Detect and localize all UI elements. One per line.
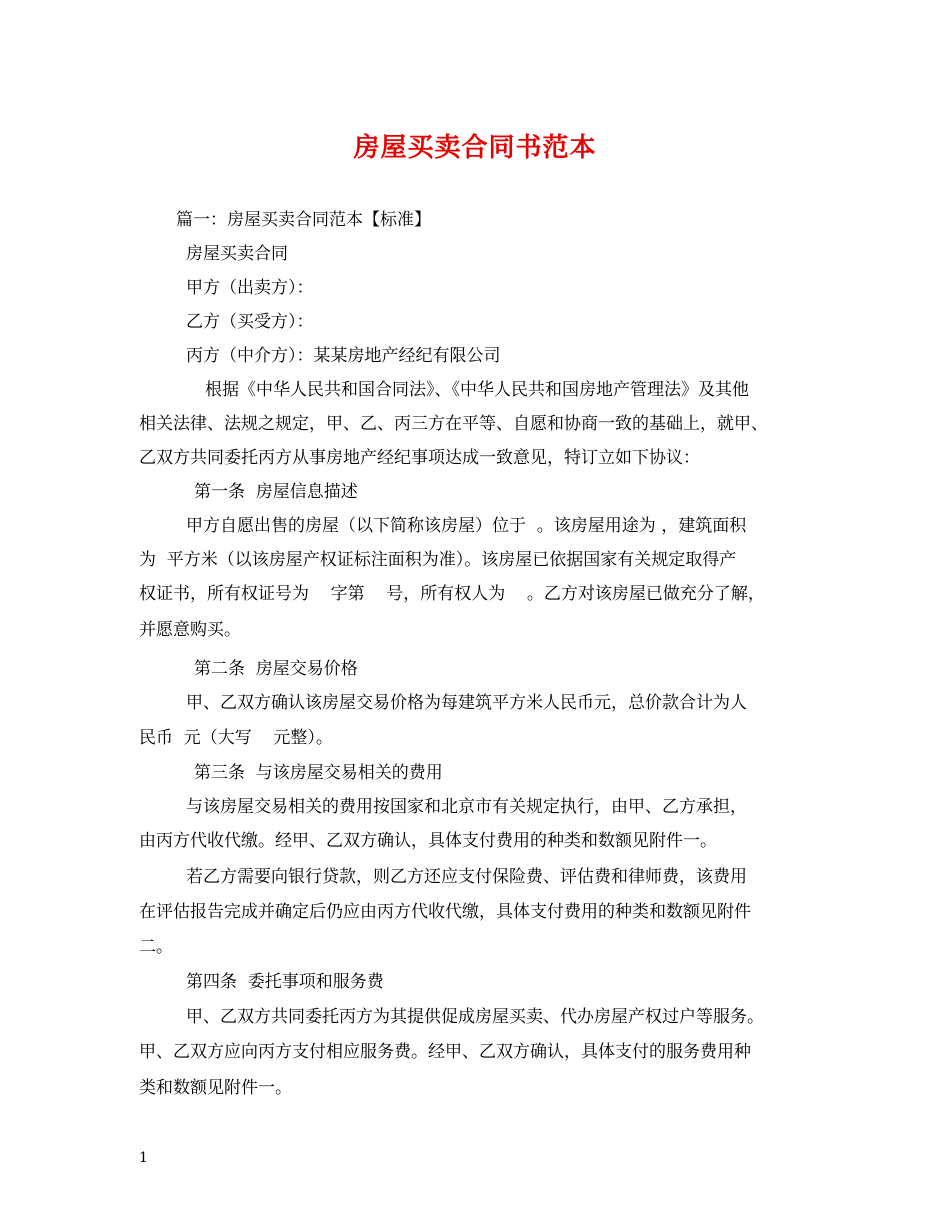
article-3-body: 若乙方需要向银行贷款，则乙方还应支付保险费、评估费和律师费，该费用 [186, 867, 747, 887]
article-3-body: 与该房屋交易相关的费用按国家和北京市有关规定执行，由甲、乙方承担， [186, 797, 747, 817]
article-4-body: 甲、乙双方应向丙方支付相应服务费。经甲、乙双方确认，具体支付的服务费用种 [139, 1042, 751, 1062]
chapter-heading: 篇一：房屋买卖合同范本【标准】 [176, 210, 431, 230]
article-1-heading: 第一条 房屋信息描述 [194, 482, 358, 502]
article-4-heading: 第四条 委托事项和服务费 [186, 972, 384, 992]
preamble-line: 根据《中华人民共和国合同法》、《中华人民共和国房地产管理法》及其他 [205, 380, 749, 400]
page-number: 1 [139, 1150, 148, 1166]
party-c-line: 丙方（中介方）：某某房地产经纪有限公司 [186, 346, 501, 366]
document-title: 房屋买卖合同书范本 [353, 133, 597, 163]
article-1-body: 并愿意购买。 [139, 620, 241, 640]
party-b-line: 乙方（买受方）： [186, 312, 314, 332]
article-3-body: 二。 [139, 937, 173, 957]
article-3-body: 在评估报告完成并确定后仍应由丙方代收代缴，具体支付费用的种类和数额见附件 [139, 902, 751, 922]
article-3-heading: 第三条 与该房屋交易相关的费用 [194, 763, 443, 783]
contract-heading: 房屋买卖合同 [186, 244, 288, 264]
preamble-line: 乙双方共同委托丙方从事房地产经纪事项达成一致意见，特订立如下协议： [139, 448, 700, 468]
preamble-line: 相关法律、法规之规定，甲、乙、丙三方在平等、自愿和协商一致的基础上，就甲、 [139, 414, 768, 434]
article-1-body: 甲方自愿出售的房屋（以下简称该房屋）位于 。该房屋用途为 ，建筑面积 [186, 516, 747, 536]
article-4-body: 类和数额见附件一。 [139, 1078, 292, 1098]
article-1-body: 权证书，所有权证号为 字第 号，所有权人为 。乙方对该房屋已做充分了解， [139, 584, 765, 604]
article-2-body: 民币 元（大写 元整）。 [139, 728, 333, 748]
article-2-heading: 第二条 房屋交易价格 [194, 659, 358, 679]
article-3-body: 由丙方代收代缴。经甲、乙双方确认，具体支付费用的种类和数额见附件一。 [139, 831, 717, 851]
article-2-body: 甲、乙双方确认该房屋交易价格为每建筑平方米人民币元，总价款合计为人 [186, 693, 747, 713]
party-a-line: 甲方（出卖方）： [186, 278, 314, 298]
article-4-body: 甲、乙双方共同委托丙方为其提供促成房屋买卖、代办房屋产权过户等服务。 [186, 1007, 764, 1027]
article-1-body: 为 平方米（以该房屋产权证标注面积为准）。该房屋已依据国家有关规定取得产 [139, 550, 737, 570]
